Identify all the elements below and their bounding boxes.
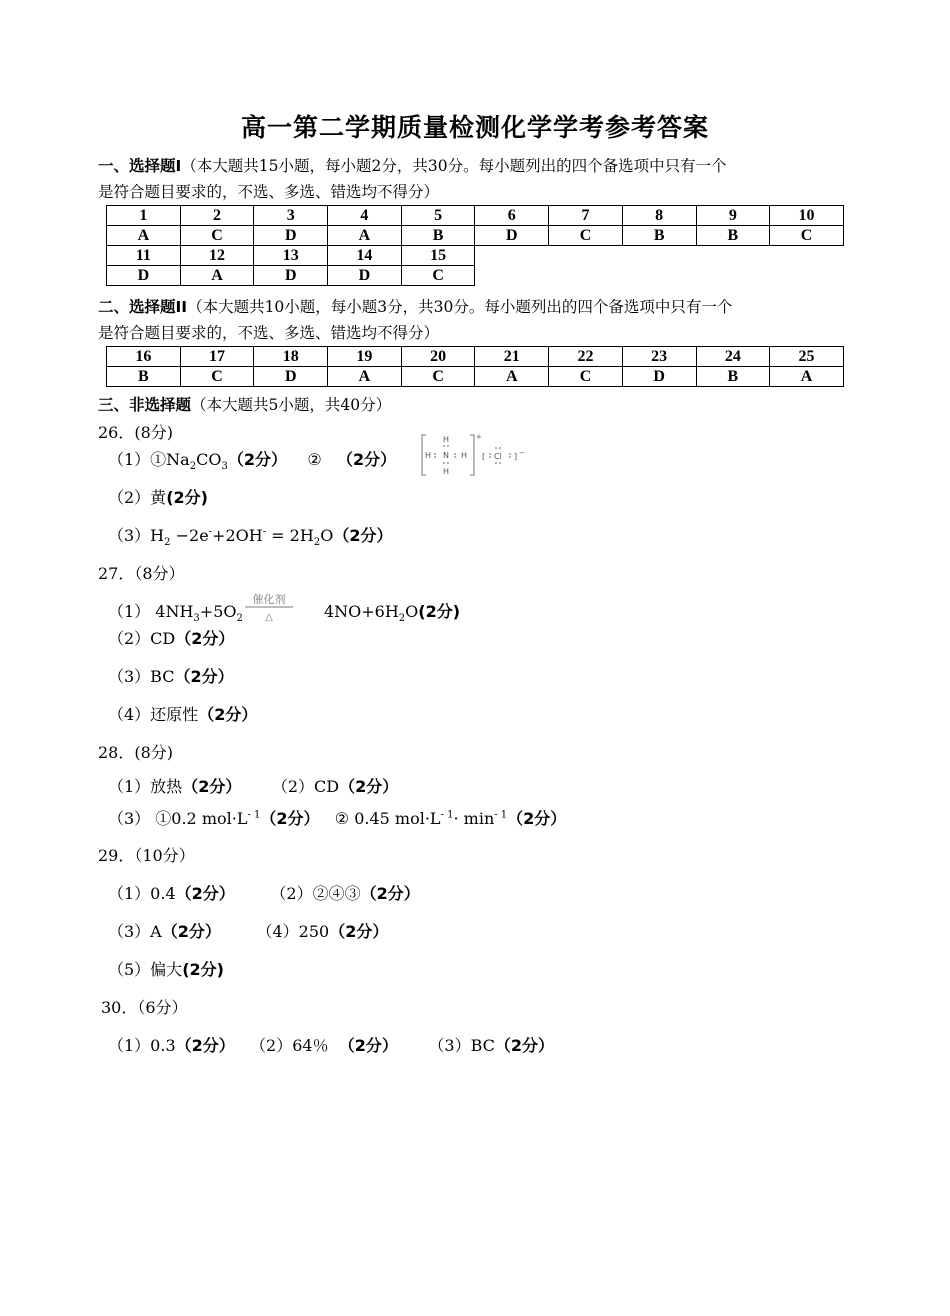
question-number: 23 xyxy=(622,347,696,367)
section-2-label: 二、选择题 xyxy=(98,298,176,316)
superscript: - 1 xyxy=(440,809,454,821)
empty-cell xyxy=(475,266,843,286)
section-3-desc: （本大题共5小题，共40分） xyxy=(191,396,392,414)
question-number: 11 xyxy=(107,246,181,266)
score-label: （2分） xyxy=(336,450,397,469)
question-number: 20 xyxy=(401,347,475,367)
answer-cell: D xyxy=(254,226,328,246)
question-number: 1 xyxy=(107,206,181,226)
answer-text: 4NO+6H xyxy=(323,602,399,621)
answer-cell: B xyxy=(107,367,181,387)
answer-text: +5O xyxy=(199,602,237,621)
answer-text: = 2H xyxy=(266,526,314,545)
reaction-condition xyxy=(243,592,295,624)
superscript: - 1 xyxy=(494,809,508,821)
subscript: 3 xyxy=(193,613,200,625)
q27-answer-2 xyxy=(108,626,234,649)
subscript: 3 xyxy=(221,461,228,473)
answer-text: CO xyxy=(196,450,222,469)
question-number: 3 xyxy=(254,206,328,226)
answer-cell: A xyxy=(328,367,402,387)
answer-cell: D xyxy=(328,266,402,286)
formula-plus: + xyxy=(476,433,482,441)
question-number: 21 xyxy=(475,347,549,367)
q26-answer-2 xyxy=(108,485,208,508)
answer-cell: B xyxy=(401,226,475,246)
subscript: 2 xyxy=(398,613,406,625)
section-1-roman: I xyxy=(175,157,182,175)
q29-answer-3 xyxy=(108,957,224,980)
formula-h-top: H xyxy=(443,435,450,444)
score-label: （2分） xyxy=(339,777,399,796)
answer-text: （3） ① xyxy=(108,809,172,828)
answer-text: 0.2 mol·L xyxy=(171,809,248,828)
answer-text: +2OH xyxy=(212,526,263,545)
table-row xyxy=(107,206,844,226)
formula-n: N xyxy=(443,451,449,460)
question-number: 10 xyxy=(770,206,844,226)
answer-text: （5）偏大 xyxy=(108,960,183,979)
answer-text: ② xyxy=(307,450,322,469)
answer-text: （2）64％ xyxy=(250,1036,329,1055)
answer-cell: D xyxy=(254,367,328,387)
formula-h-right: H xyxy=(461,451,468,460)
answer-cell: A xyxy=(328,226,402,246)
answer-text: （2）②④③ xyxy=(270,884,361,903)
question-number: 24 xyxy=(696,347,770,367)
question-number: 2 xyxy=(180,206,254,226)
q30-heading: 30．（6分） xyxy=(101,998,188,1017)
section-1-answer-table xyxy=(106,205,844,286)
answer-cell: C xyxy=(549,367,623,387)
score-label: （2分） xyxy=(507,809,567,828)
answer-text: （3）BC xyxy=(428,1036,495,1055)
answer-cell: A xyxy=(475,367,549,387)
answer-cell: A xyxy=(770,367,844,387)
formula-bracket-open: [ xyxy=(482,452,486,461)
answer-text: ② 0.45 mol·L xyxy=(334,809,441,828)
q26-answer-1 xyxy=(108,447,396,472)
question-number: 15 xyxy=(401,246,475,266)
answer-text: （2）黄 xyxy=(108,488,167,507)
table-row xyxy=(107,367,844,387)
question-number: 25 xyxy=(770,347,844,367)
score-label: （2分） xyxy=(329,922,389,941)
answer-text: （3）A xyxy=(108,922,162,941)
subscript: 2 xyxy=(313,537,321,549)
q29-answer-2 xyxy=(108,919,388,942)
formula-bracket-close: ] xyxy=(514,452,518,461)
section-3-heading xyxy=(98,392,858,418)
table-row xyxy=(107,246,844,266)
formula-h-left: H xyxy=(425,451,432,460)
answer-cell: C xyxy=(770,226,844,246)
answer-text: （4）250 xyxy=(256,922,330,941)
answer-cell: C xyxy=(401,266,475,286)
section-2-heading xyxy=(98,294,858,346)
answer-text: （1）0.4 xyxy=(108,884,176,903)
answer-cell: D xyxy=(622,367,696,387)
superscript: - 1 xyxy=(247,809,261,821)
score-label: （2分） xyxy=(175,884,235,903)
question-number: 16 xyxy=(107,347,181,367)
answer-cell: C xyxy=(180,367,254,387)
score-label: （2分） xyxy=(227,450,287,469)
formula-minus: − xyxy=(519,449,525,457)
answer-text: −2e xyxy=(170,526,209,545)
section-1-desc-line1: （本大题共15小题，每小题2分，共30分。每小题列出的四个备选项中只有一个 xyxy=(181,157,727,175)
section-1-heading xyxy=(98,153,858,205)
question-number: 8 xyxy=(622,206,696,226)
answer-cell: D xyxy=(475,226,549,246)
q26-answer-3 xyxy=(108,523,392,548)
answer-cell: D xyxy=(254,266,328,286)
question-number: 7 xyxy=(549,206,623,226)
q27-heading: 27．（8分） xyxy=(98,564,185,583)
answer-text: （1）放热 xyxy=(108,777,183,796)
question-number: 19 xyxy=(328,347,402,367)
answer-cell: A xyxy=(180,266,254,286)
answer-text: （2）CD xyxy=(271,777,340,796)
score-label: （2分） xyxy=(494,1036,555,1055)
answer-cell: D xyxy=(107,266,181,286)
score-label: （2分） xyxy=(198,705,258,724)
score-label: （2分） xyxy=(175,1036,235,1055)
heat-label: △ xyxy=(265,612,273,623)
answer-text: （1）0.3 xyxy=(108,1036,176,1055)
answer-cell: B xyxy=(696,226,770,246)
question-number: 4 xyxy=(328,206,402,226)
answer-text: （1） 4NH xyxy=(108,602,194,621)
question-number: 6 xyxy=(475,206,549,226)
page-title: 高一第二学期质量检测化学学考参考答案 xyxy=(240,113,709,142)
q30-answer-1 xyxy=(108,1033,554,1056)
answer-cell: A xyxy=(107,226,181,246)
q28-answer-1 xyxy=(108,774,398,797)
table-row xyxy=(107,266,844,286)
score-label: （2分） xyxy=(260,809,320,828)
section-1-label: 一、选择题 xyxy=(98,157,176,175)
score-label: （2分） xyxy=(338,1036,398,1055)
answer-text: （2）CD xyxy=(108,629,176,648)
answer-cell: C xyxy=(401,367,475,387)
question-number: 12 xyxy=(180,246,254,266)
q27-answer-4 xyxy=(108,702,257,725)
table-row xyxy=(107,226,844,246)
section-2-roman: II xyxy=(175,298,188,316)
score-label: (2分) xyxy=(182,960,224,979)
question-number: 5 xyxy=(401,206,475,226)
q26-heading: 26．(8分) xyxy=(98,423,174,442)
score-label: （2分） xyxy=(333,526,393,545)
answer-text: O xyxy=(405,602,419,621)
answer-text: O xyxy=(320,526,334,545)
answer-cell: C xyxy=(180,226,254,246)
formula-cl: Cl xyxy=(494,452,502,461)
answer-text: （1）①Na xyxy=(108,450,190,469)
question-number: 9 xyxy=(696,206,770,226)
ammonium-chloride-electron-formula xyxy=(420,433,530,477)
section-2-desc-line1: （本大题共10小题，每小题3分，共30分。每小题列出的四个备选项中只有一个 xyxy=(187,298,733,316)
section-2-desc-line2: 是符合题目要求的，不选、多选、错选均不得分） xyxy=(98,324,440,342)
score-label: （2分） xyxy=(161,922,221,941)
answer-text: （4）还原性 xyxy=(108,705,199,724)
answer-cell: C xyxy=(549,226,623,246)
q29-heading: 29．（10分） xyxy=(98,846,195,865)
score-label: (2分) xyxy=(166,488,208,507)
subscript: 2 xyxy=(236,613,243,625)
q27-answer-3 xyxy=(108,664,234,687)
subscript: 2 xyxy=(189,461,197,473)
q29-answer-1 xyxy=(108,881,420,904)
q28-heading: 28．(8分) xyxy=(98,743,174,762)
question-number: 14 xyxy=(328,246,402,266)
empty-cell xyxy=(475,246,843,266)
superscript: - xyxy=(262,526,267,538)
q28-answer-2 xyxy=(108,806,566,829)
catalyst-label: 催化剂 xyxy=(252,593,286,606)
answer-cell: B xyxy=(622,226,696,246)
score-label: （2分） xyxy=(174,667,234,686)
answer-text: · min xyxy=(453,809,495,828)
table-row xyxy=(107,347,844,367)
question-number: 18 xyxy=(254,347,328,367)
score-label: （2分） xyxy=(360,884,420,903)
subscript: 2 xyxy=(164,537,171,549)
section-1-desc-line2: 是符合题目要求的，不选、多选、错选均不得分） xyxy=(98,183,440,201)
section-3-label: 三、非选择题 xyxy=(98,396,192,414)
question-number: 22 xyxy=(549,347,623,367)
bracket-right xyxy=(470,435,474,475)
question-number: 13 xyxy=(254,246,328,266)
answer-text: （3）H xyxy=(108,526,165,545)
score-label: (2分) xyxy=(418,602,461,621)
section-2-answer-table xyxy=(106,346,844,387)
score-label: （2分） xyxy=(175,629,235,648)
answer-cell: B xyxy=(696,367,770,387)
formula-h-bottom: H xyxy=(443,467,450,476)
question-number: 17 xyxy=(180,347,254,367)
superscript: - xyxy=(208,526,213,538)
score-label: （2分） xyxy=(182,777,242,796)
answer-text: （3）BC xyxy=(108,667,175,686)
